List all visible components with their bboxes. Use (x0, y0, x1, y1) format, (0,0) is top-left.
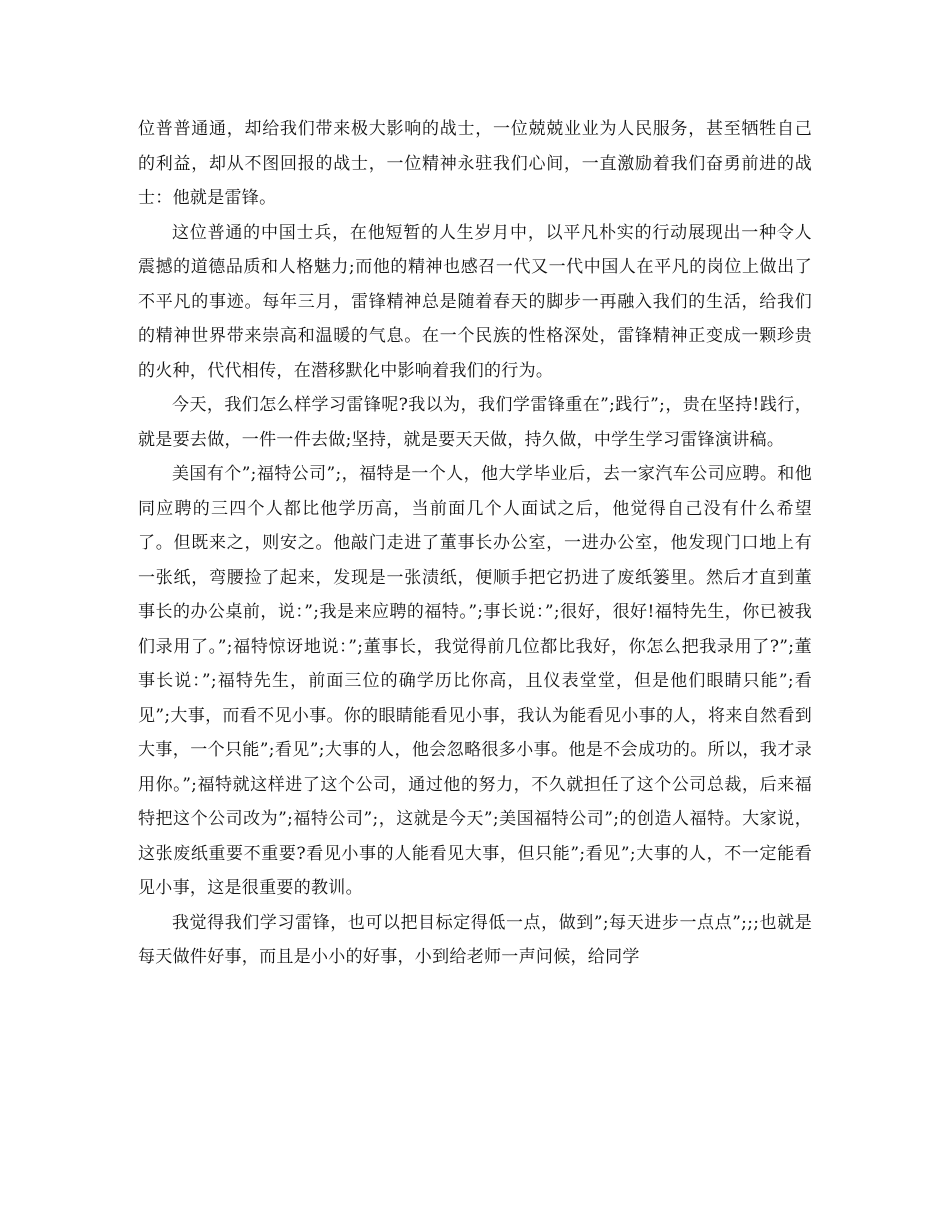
document-body (138, 112, 812, 975)
paragraph-5: 我觉得我们学习雷锋，也可以把目标定得低一点，做到”;每天进步一点点”;;;也就是每天做件好事，而且是小小的好事，小到给老师一声问候，给同学 (138, 912, 812, 967)
paragraph-1: 位普普通通，却给我们带来极大影响的战士，一位兢兢业业为人民服务，甚至牺牲自己的利益，却从不图回报的战士，一位精神永驻我们心间，一直激励着我们奋勇前进的战士：他就是雷锋。 (138, 119, 812, 208)
paragraph-3: 今天，我们怎么样学习雷锋呢?我以为，我们学雷锋重在”;践行”;，贵在坚持!践行，就是要去做，一件一件去做;坚持，就是要天天做，持久做，中学生学习雷锋演讲稿。 (138, 395, 812, 450)
paragraph-2: 这位普通的中国士兵，在他短暂的人生岁月中，以平凡朴实的行动展现出一种令人震撼的道德品质和人格魅力;而他的精神也感召一代又一代中国人在平凡的岗位上做出了不平凡的事迹。每年三月，雷锋精神总是随着春天的脚步一再融入我们的生活，给我们的精神世界带来崇高和温暖的气息。在一个民族的性格深处，雷锋精神正变成一颗珍贵的火种，代代相传，在潜移默化中影响着我们的行为。 (138, 222, 812, 381)
paragraph-4: 美国有个”;福特公司”;，福特是一个人，他大学毕业后，去一家汽车公司应聘。和他同应聘的三四个人都比他学历高，当前面几个人面试之后，他觉得自己没有什么希望了。但既来之，则安之。他敲门走进了董事长办公室，一进办公室，他发现门口地上有一张纸，弯腰捡了起来，发现是一张渍纸，便顺手把它扔进了废纸篓里。然后才直到董事长的办公桌前，说：”;我是来应聘的福特。”;事长说：”;很好，很好!福特先生，你已被我们录用了。”;福特惊讶地说：”;董事长，我觉得前几位都比我好，你怎么把我录用了?”;董事长说：”;福特先生，前面三位的确学历比你高，且仪表堂堂，但是他们眼睛只能”;看见”;大事，而看不见小事。你的眼睛能看见小事，我认为能看见小事的人，将来自然看到大事，一个只能”;看见”;大事的人，他会忽略很多小事。他是不会成功的。所以，我才录用你。”;福特就这样进了这个公司，通过他的努力，不久就担任了这个公司总裁，后来福特把这个公司改为”;福特公司”;，这就是今天”;美国福特公司”;的创造人福特。大家说，这张废纸重要不重要?看见小事的人能看见大事，但只能”;看见”;大事的人，不一定能看见小事，这是很重要的教训。 (138, 464, 812, 898)
